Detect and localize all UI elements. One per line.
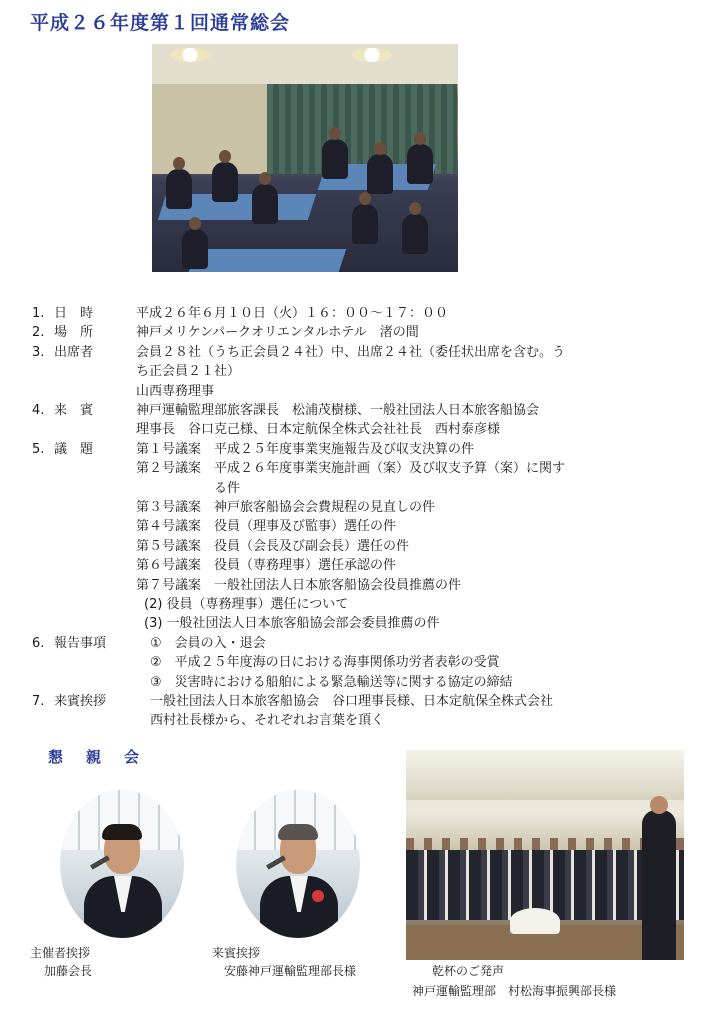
- host-caption-title: 主催者挨拶: [30, 946, 91, 960]
- agenda-line: 山西専務理事: [136, 383, 215, 399]
- agenda-label: 出席者: [54, 344, 94, 360]
- agenda-number: 4.: [32, 403, 45, 418]
- agenda-number: 3.: [32, 344, 45, 360]
- agenda-label: 報告事項: [54, 635, 107, 651]
- toast-caption-title: 乾杯のご発声: [432, 964, 505, 978]
- agenda-line: (3) 一般社団法人日本旅客船協会部会委員推薦の件: [144, 616, 440, 632]
- page-title: 平成２６年度第１回通常総会: [30, 12, 291, 34]
- agenda-line: 神戸運輸監理部旅客課長 松浦茂樹様、一般社団法人日本旅客船協会: [136, 403, 540, 418]
- toast-caption-name: 神戸運輸監理部 村松海事振興部長様: [412, 984, 617, 998]
- host-photo: [60, 790, 184, 938]
- host-caption-name: 加藤会長: [44, 964, 93, 978]
- agenda-label: 場 所: [54, 325, 94, 341]
- agenda-line: ② 平成２５年度海の日における海事関係功労者表彰の受賞: [150, 655, 500, 671]
- agenda-label: 議 題: [54, 441, 94, 457]
- agenda-number: 6.: [32, 635, 45, 651]
- agenda-line: 平成２６年６月１０日（火）１６：００～１７：００: [136, 306, 449, 321]
- agenda-line: 第１号議案 平成２５年度事業実施報告及び収支決算の件: [136, 441, 475, 457]
- agenda-line: る件: [136, 480, 241, 496]
- agenda-line: 理事長 谷口克己様、日本定航保全株式会社社長 西村泰彦様: [136, 422, 501, 438]
- agenda-line: 神戸メリケンパークオリエンタルホテル 渚の間: [136, 325, 419, 341]
- agenda-line: 第３号議案 神戸旅客船協会会費規程の見直しの件: [136, 500, 436, 515]
- agenda-line: 第６号議案 役員（専務理事）選任承認の件: [136, 558, 397, 574]
- agenda-line: 第２号議案 平成２６年度事業実施計画（案）及び収支予算（案）に関す: [136, 461, 566, 477]
- agenda-label: 来賓挨拶: [54, 694, 107, 709]
- agenda-number: 5.: [32, 441, 45, 457]
- agenda-number: 7.: [32, 694, 45, 709]
- agenda-line: 一般社団法人日本旅客船協会 谷口理事長様、日本定航保全株式会社: [150, 694, 554, 709]
- agenda-label: 日 時: [54, 306, 94, 321]
- guest-photo: [236, 790, 360, 938]
- konshinkai-heading: 懇 親 会: [48, 748, 144, 766]
- agenda-number: 2.: [32, 325, 45, 341]
- agenda-number: 1.: [32, 306, 45, 321]
- toast-photo: [406, 750, 684, 960]
- agenda-line: 第４号議案 役員（理事及び監事）選任の件: [136, 519, 397, 535]
- meeting-photo: [152, 44, 458, 272]
- agenda-line: ち正会員２１社）: [136, 364, 241, 380]
- agenda-label: 来 賓: [54, 403, 94, 418]
- agenda-line: 第７号議案 一般社団法人日本旅客船協会役員推薦の件: [136, 577, 462, 593]
- guest-caption-title: 来賓挨拶: [212, 946, 261, 960]
- agenda-line: 第５号議案 役員（会長及び副会長）選任の件: [136, 538, 410, 554]
- guest-caption-name: 安藤神戸運輸監理部長様: [224, 964, 357, 978]
- agenda-line: 会員２８社（うち正会員２４社）中、出席２４社（委任状出席を含む。う: [136, 344, 566, 360]
- agenda-line: ③ 災害時における船舶による緊急輸送等に関する協定の締結: [150, 674, 513, 690]
- agenda-line: 西村社長様から、それぞれお言葉を頂く: [150, 713, 385, 729]
- agenda-line: ① 会員の入・退会: [150, 635, 266, 651]
- agenda-line: (2) 役員（専務理事）選任について: [144, 597, 349, 612]
